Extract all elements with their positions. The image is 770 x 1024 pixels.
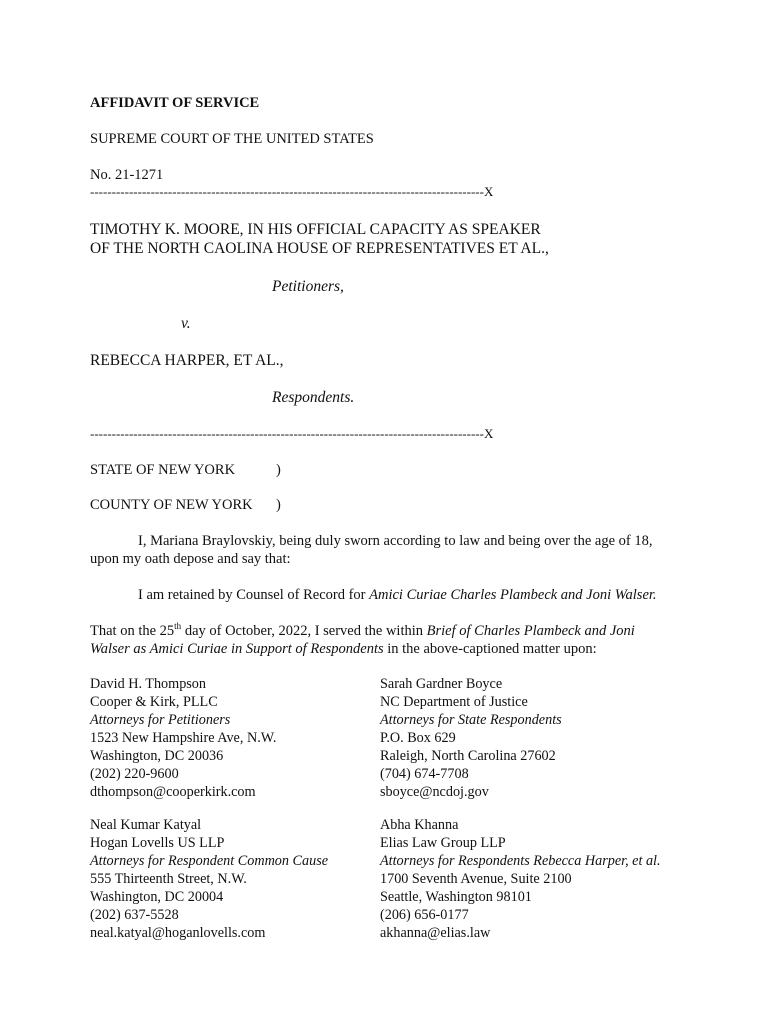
attorney-email: akhanna@elias.law: [380, 925, 491, 941]
separator-top: -------------------------------------------------------------------------------------------X: [90, 184, 494, 199]
case-number: No. 21-1271: [90, 167, 164, 183]
attorney-address-1: P.O. Box 629: [380, 730, 456, 746]
attorney-address-2: Washington, DC 20004: [90, 889, 224, 905]
service-mid: day of October, 2022, I served the within: [181, 623, 427, 639]
attorney-email: sboyce@ncdoj.gov: [380, 784, 489, 800]
attorney-address-1: 555 Thirteenth Street, N.W.: [90, 871, 247, 887]
service-suffix: in the above-captioned matter upon:: [383, 641, 597, 657]
attorney-address-2: Raleigh, North Carolina 27602: [380, 748, 556, 764]
attorney-phone: (704) 674-7708: [380, 766, 469, 782]
petitioner-line-1: TIMOTHY K. MOORE, IN HIS OFFICIAL CAPACITY AS SPEAKER: [90, 221, 541, 238]
attorney-phone: (202) 220-9600: [90, 766, 179, 782]
service-prefix: That on the 25: [90, 623, 175, 639]
attorney-role: Attorneys for Petitioners: [90, 712, 231, 728]
oath-line-1: I, Mariana Braylovskiy, being duly sworn according to law and being over the age of 18,: [138, 533, 653, 549]
attorney-phone: (202) 637-5528: [90, 907, 179, 923]
petitioner-line-2: OF THE NORTH CAOLINA HOUSE OF REPRESENTATIVES ET AL.,: [90, 240, 549, 257]
oath-line-2: upon my oath depose and say that:: [90, 551, 291, 567]
attorney-name: David H. Thompson: [90, 676, 206, 692]
attorney-role: Attorneys for Respondents Rebecca Harper, et al.: [380, 853, 661, 869]
document-title: AFFIDAVIT OF SERVICE: [90, 95, 260, 111]
attorney-email: neal.katyal@hoganlovells.com: [90, 925, 266, 941]
venue-state-paren: ): [276, 462, 281, 478]
attorney-address-1: 1700 Seventh Avenue, Suite 2100: [380, 871, 572, 887]
respondent-name: REBECCA HARPER, ET AL.,: [90, 352, 284, 369]
attorney-phone: (206) 656-0177: [380, 907, 469, 923]
attorney-address-2: Washington, DC 20036: [90, 748, 224, 764]
retained-statement: [138, 586, 657, 604]
service-brief-title-2: Walser as Amici Curiae in Support of Respondents: [90, 641, 384, 657]
attorney-address-1: 1523 New Hampshire Ave, N.W.: [90, 730, 277, 746]
retained-amici: Amici Curiae Charles Plambeck and Joni Walser.: [369, 587, 657, 603]
attorney-firm: NC Department of Justice: [380, 694, 528, 710]
attorney-role: Attorneys for Respondent Common Cause: [90, 853, 329, 869]
respondents-label: Respondents.: [272, 389, 355, 406]
attorney-firm: Cooper & Kirk, PLLC: [90, 694, 218, 710]
attorney-name: Neal Kumar Katyal: [90, 817, 202, 833]
attorney-name: Sarah Gardner Boyce: [380, 676, 503, 692]
service-block-khanna: [380, 816, 661, 942]
attorney-email: dthompson@cooperkirk.com: [90, 784, 256, 800]
versus-label: v.: [181, 315, 191, 332]
service-line-1: [90, 622, 682, 640]
service-sup: th: [174, 621, 182, 632]
attorney-firm: Elias Law Group LLP: [380, 835, 506, 851]
petitioners-label: Petitioners,: [272, 278, 344, 295]
service-block-thompson: [90, 675, 276, 801]
attorney-address-2: Seattle, Washington 98101: [380, 889, 532, 905]
attorney-firm: Hogan Lovells US LLP: [90, 835, 225, 851]
venue-county: COUNTY OF NEW YORK: [90, 497, 253, 513]
separator-bottom: -------------------------------------------------------------------------------------------X: [90, 426, 494, 441]
court-name: SUPREME COURT OF THE UNITED STATES: [90, 131, 374, 147]
service-brief-title-1: Brief of Charles Plambeck and Joni: [426, 623, 635, 639]
retained-prefix: I am retained by Counsel of Record for: [138, 587, 370, 603]
service-line-2: [90, 640, 597, 658]
venue-state: STATE OF NEW YORK: [90, 462, 236, 478]
service-block-boyce: [380, 675, 562, 801]
venue-county-paren: ): [276, 497, 281, 513]
service-block-katyal: [90, 816, 328, 942]
attorney-name: Abha Khanna: [380, 817, 459, 833]
attorney-role: Attorneys for State Respondents: [380, 712, 562, 728]
